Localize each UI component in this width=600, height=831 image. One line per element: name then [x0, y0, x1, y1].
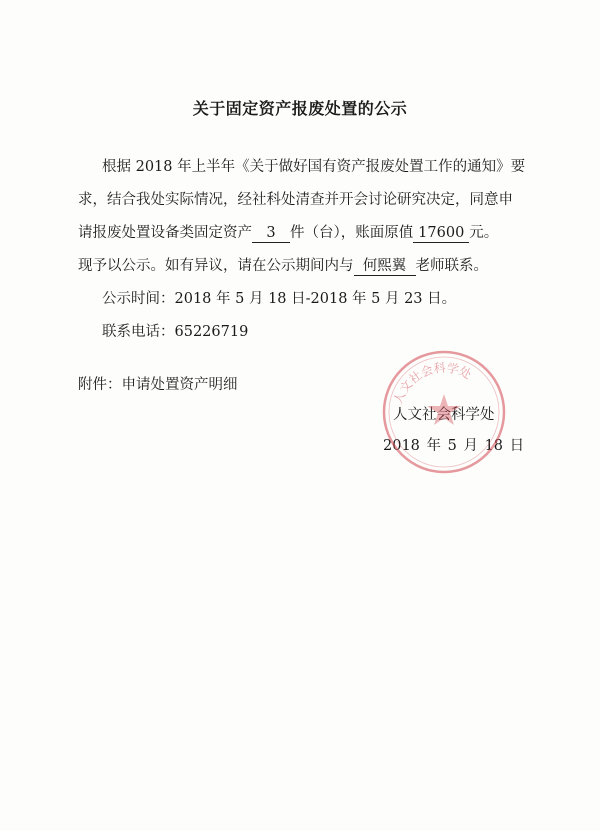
asset-value: 17600 — [413, 225, 469, 243]
seal-text: 人文社会科学处 — [390, 360, 474, 407]
svg-text:人文社会科学处 — [391, 360, 474, 406]
asset-text-suffix: 元。 — [469, 225, 499, 241]
contact-person: 何熙翼 — [354, 258, 416, 276]
paragraph-line-4 — [78, 256, 488, 276]
signature-date: 2018 年 5 月 18 日 — [383, 438, 525, 454]
contact-text-prefix: 现予以公示。如有异议，请在公示期间内与 — [78, 258, 354, 274]
paragraph-line-3 — [78, 223, 498, 243]
notice-period: 公示时间：2018 年 5 月 18 日-2018 年 5 月 23 日。 — [102, 291, 457, 307]
asset-count: 3 — [252, 225, 290, 243]
signature-org: 人文社会科学处 — [393, 407, 495, 423]
contact-phone: 联系电话：65226719 — [102, 324, 249, 340]
document-title: 关于固定资产报废处置的公示 — [192, 99, 408, 118]
asset-text-mid: 件（台），账面原值 — [290, 225, 414, 241]
paragraph-line-2: 求，结合我处实际情况，经社科处清查并开会讨论研究决定，同意申 — [78, 192, 513, 208]
attachment-note: 附件：申请处置资产明细 — [78, 377, 238, 393]
contact-text-suffix: 老师联系。 — [415, 258, 488, 274]
paragraph-line-1: 根据 2018 年上半年《关于做好国有资产报废处置工作的通知》要 — [102, 159, 526, 175]
asset-text-prefix: 请报废处置设备类固定资产 — [78, 225, 252, 241]
